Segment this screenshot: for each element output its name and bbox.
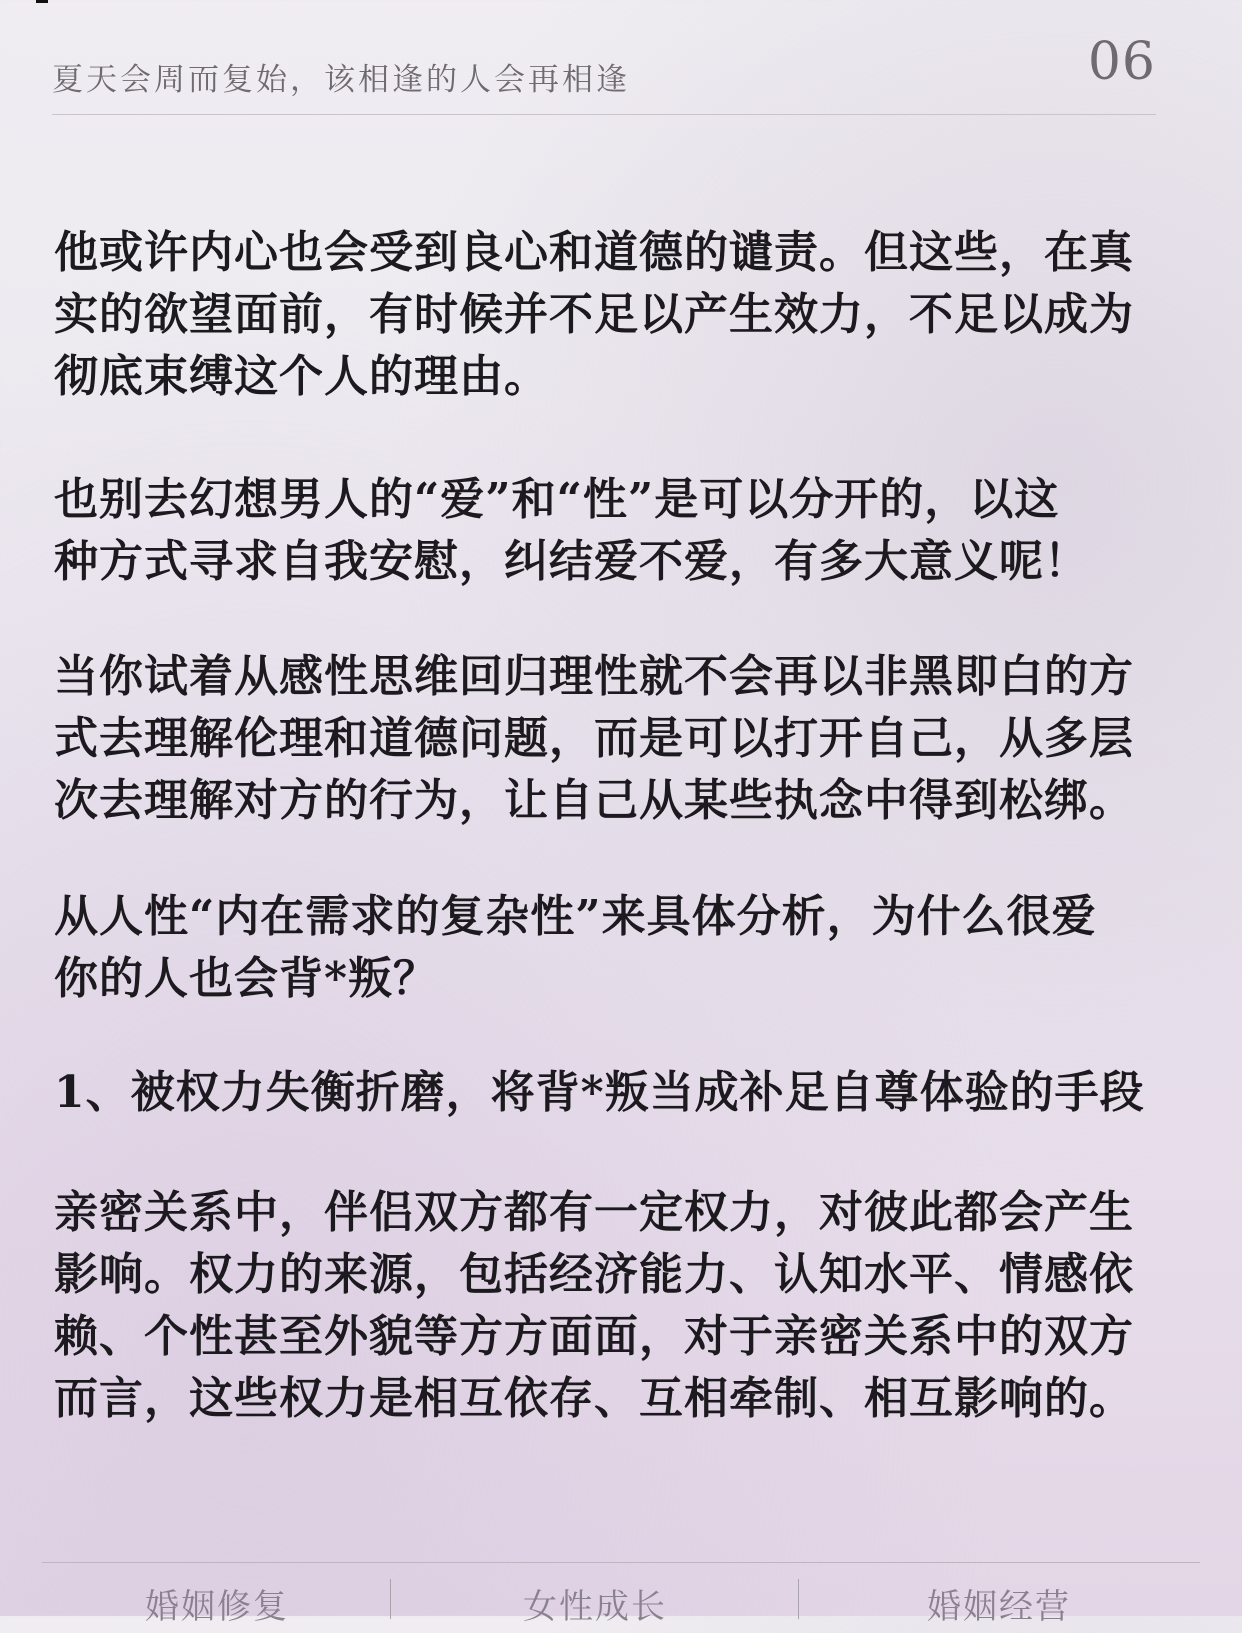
- paragraph-2: 也别去幻想男人的“爱”和“性”是可以分开的，以这 种方式寻求自我安慰，纠结爱不爱，有多大意义呢！: [54, 474, 1089, 587]
- paragraph-4: 从人性“内在需求的复杂性”来具体分析，为什么很爱 你的人也会背*叛？: [54, 891, 1097, 1004]
- section-heading: 1、被权力失衡折磨，将背*叛当成补足自尊体验的手段: [54, 1067, 1145, 1118]
- footer-tab-bar: [42, 1562, 1200, 1627]
- tab-marriage-repair[interactable]: 婚姻修复: [145, 1587, 289, 1627]
- paragraph-1: 他或许内心也会受到良心和道德的谴责。但这些，在真 实的欲望面前，有时候并不足以产生效力，不足以成为 彻底束缚这个人的理由。: [54, 227, 1134, 402]
- paragraph-3: 当你试着从感性思维回归理性就不会再以非黑即白的方 式去理解伦理和道德问题，而是可以打开自己，从多层 次去理解对方的行为，让自己从某些执念中得到松绑。: [54, 651, 1134, 826]
- tab-divider: [390, 1579, 391, 1619]
- header-title: 夏天会周而复始，该相逢的人会再相逢: [52, 62, 630, 98]
- page-header: [52, 30, 1156, 115]
- tab-women-growth[interactable]: 女性成长: [523, 1587, 667, 1627]
- paragraph-5: 亲密关系中，伴侣双方都有一定权力，对彼此都会产生 影响。权力的来源，包括经济能力、认知水平、情感依 赖、个性甚至外貌等方方面面，对于亲密关系中的双方 而言，这些权力是相互依存、互相牵制、相互影响的。: [54, 1187, 1134, 1424]
- corner-mark: [36, 0, 48, 3]
- tab-marriage-management[interactable]: 婚姻经营: [927, 1587, 1071, 1627]
- page-number: 06: [1087, 32, 1156, 92]
